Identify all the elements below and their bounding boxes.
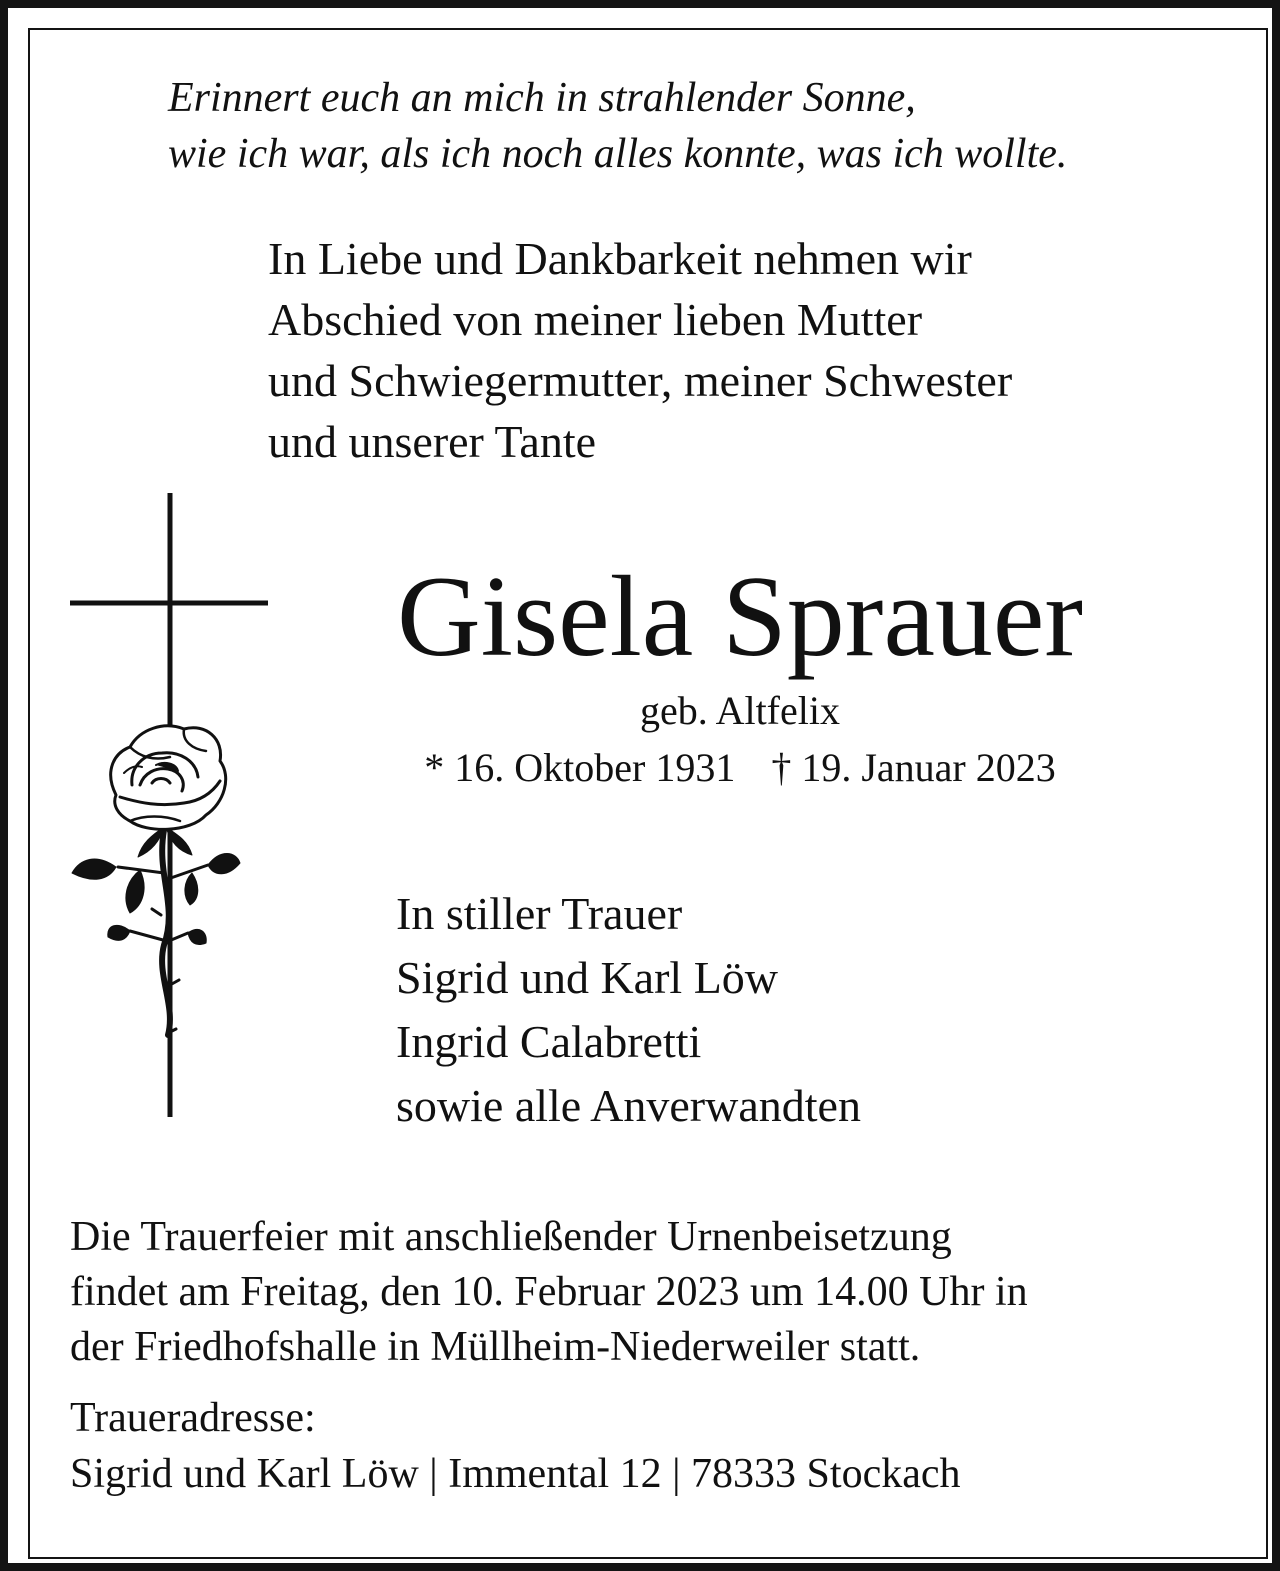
mourners-line: Ingrid Calabretti — [396, 1016, 702, 1067]
ceremony-line: Die Trauerfeier mit anschließender Urnenbeisetzung — [70, 1214, 952, 1260]
maiden-name: geb. Altfelix — [640, 688, 840, 733]
address-line: Sigrid und Karl Löw | Immental 12 | 78333 Stockach — [70, 1451, 961, 1497]
intro-line: Abschied von meiner lieben Mutter — [268, 294, 923, 345]
ceremony-notice — [70, 1210, 1028, 1375]
motto-line: Erinnert euch an mich in strahlender Sonne, — [168, 75, 916, 121]
address-label: Traueradresse: — [70, 1395, 316, 1441]
intro-line: und unserer Tante — [268, 416, 597, 467]
ceremony-line: der Friedhofshalle in Müllheim-Niederweiler statt. — [70, 1324, 921, 1370]
mourners-line: Sigrid und Karl Löw — [396, 952, 779, 1003]
intro-text — [268, 228, 1012, 472]
mourners-line: In stiller Trauer — [396, 888, 683, 939]
motto-quote — [168, 70, 1067, 182]
birth-date: * 16. Oktober 1931 — [424, 745, 736, 790]
mourners-line: sowie alle Anverwandten — [396, 1080, 861, 1131]
death-date: † 19. Januar 2023 — [771, 745, 1056, 790]
deceased-name: Gisela Sprauer — [396, 553, 1084, 681]
ceremony-line: findet am Freitag, den 10. Februar 2023 um 14.00 Uhr in — [70, 1269, 1028, 1315]
mourners-list — [396, 882, 861, 1138]
life-dates — [0, 742, 1280, 794]
intro-line: In Liebe und Dankbarkeit nehmen wir — [268, 233, 972, 284]
intro-line: und Schwiegermutter, meiner Schwester — [268, 355, 1013, 406]
motto-line: wie ich war, als ich noch alles konnte, was ich wollte. — [168, 131, 1068, 177]
mourning-address — [70, 1390, 961, 1502]
